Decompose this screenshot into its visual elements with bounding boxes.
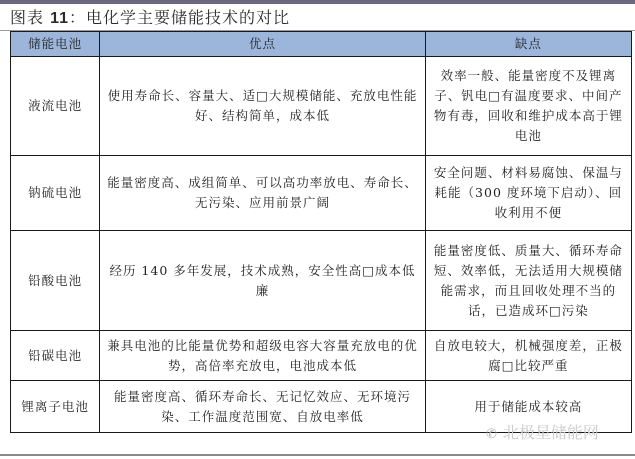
title-prefix: 图表 [10,8,51,27]
cons-cell: 能量密度低、质量大、循环寿命短、效率低，无法适用大规模储能需求，而且回收处理不当的话，已造成环□污染 [425,231,631,331]
table-row [11,231,632,331]
pros-cell: 经历 140 多年发展，技术成熟，安全性高□成本低廉 [100,231,425,331]
watermark-text: 北极星储能网 [502,423,599,442]
cons-cell: 自放电较大，机械强度差，正极腐□比较严重 [425,331,631,381]
table-row [11,331,632,381]
table-row [11,57,632,156]
battery-name: 铅碳电池 [11,331,100,381]
pros-cell: 能量密度高、循环寿命长、无记忆效应、无环境污染、工作温度范围宽、自放电率低 [100,381,425,433]
top-accent-bar [0,0,635,4]
cons-cell: 用于储能成本较高 [425,381,631,433]
battery-name: 锂离子电池 [11,381,100,433]
title-text: ：电化学主要储能技术的对比 [69,8,291,27]
bottom-divider [0,454,635,456]
wechat-icon: ✆ [486,427,497,442]
pros-cell: 能量密度高、成组简单、可以高功率放电、寿命长、无污染、应用前景广阔 [100,156,425,231]
table-header-row [11,32,632,57]
battery-name: 铅酸电池 [11,231,100,331]
cons-cell: 安全问题、材料易腐蚀、保温与耗能（300 度环境下启动）、回收利用不便 [425,156,631,231]
watermark [486,420,599,443]
battery-name: 钠硫电池 [11,156,100,231]
comparison-table [10,31,632,433]
battery-name: 液流电池 [11,57,100,156]
header-cons: 缺点 [425,32,631,57]
table-row [11,156,632,231]
cons-cell: 效率一般、能量密度不及锂离子、钒电□有温度要求、中间产物有毒，回收和维护成本高于锂电池 [425,57,631,156]
header-battery: 储能电池 [11,32,100,57]
header-pros: 优点 [100,32,425,57]
figure-title [10,7,290,30]
title-number: 11 [50,10,70,27]
pros-cell: 兼具电池的比能量优势和超级电容大容量充放电的优势，高倍率充放电，电池成本低 [100,331,425,381]
pros-cell: 使用寿命长、容量大、适□大规模储能、充放电性能好、结构简单，成本低 [100,57,425,156]
